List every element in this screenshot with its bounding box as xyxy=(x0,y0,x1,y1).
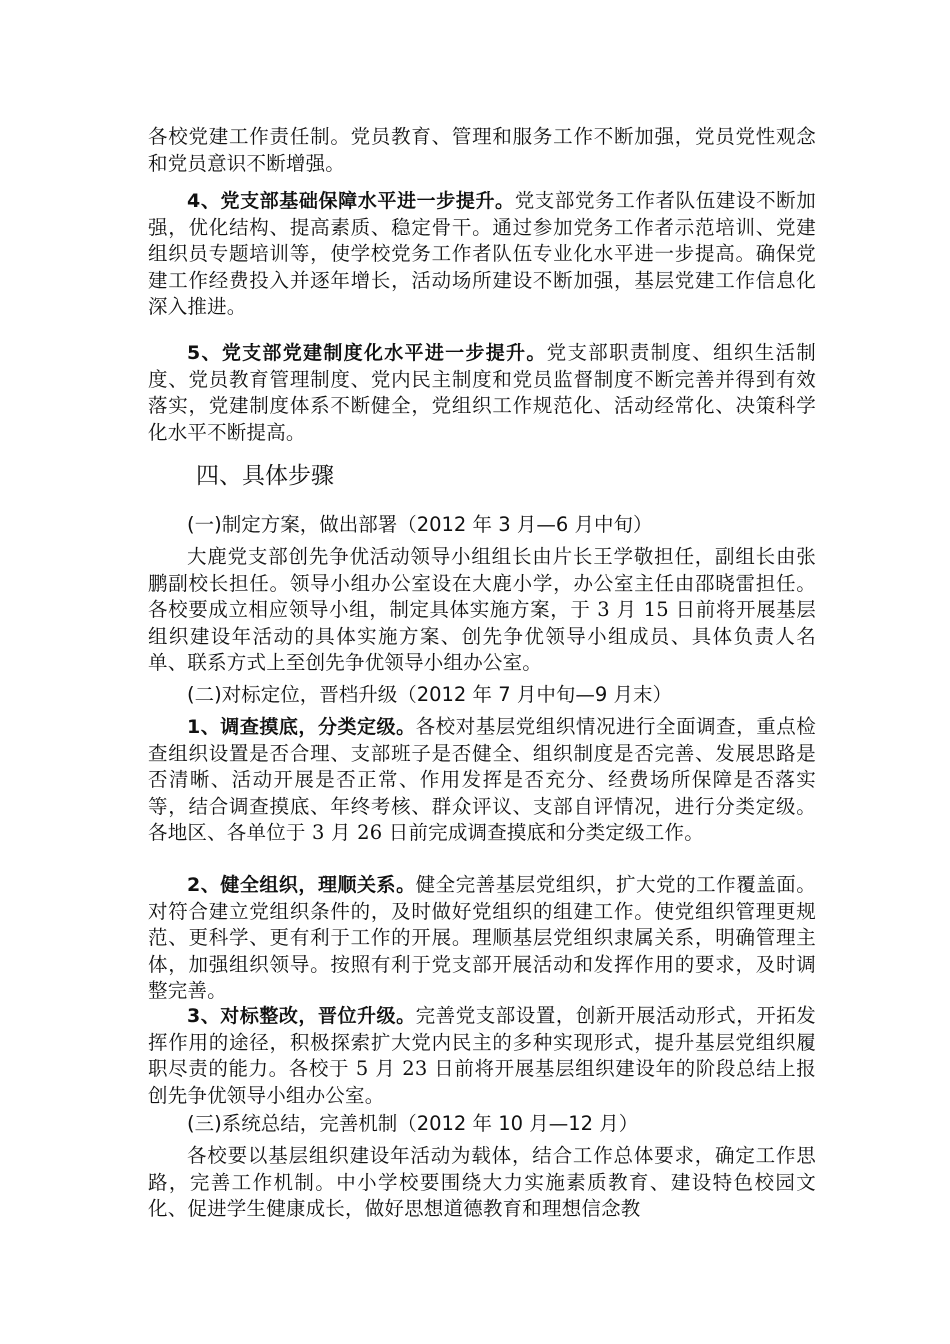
paragraph-lead: 5、党支部党建制度化水平进一步提升。 xyxy=(187,342,547,364)
paragraph-text: 党支部党务工作者队伍建设不断加强，优化结构、提高素质、稳定骨干。通过参加党务工作者示范培训、党建组织员专题培训等，使学校党务工作者队伍专业化水平进一步提高。确保党建工作经费投入并逐年增长，活动场所建设不断加强，基层党建工作信息化深入推进。 xyxy=(148,189,816,318)
paragraph-text: 各校要以基层组织建设年活动为载体，结合工作总体要求，确定工作思路，完善工作机制。中小学校要围绕大力实施素质教育、建设特色校园文化、促进学生健康成长，做好思想道德教育和理想信念教 xyxy=(148,1144,816,1220)
paragraph-text: 党支部职责制度、组织生活制度、党员教育管理制度、党内民主制度和党员监督制度不断完善并得到有效落实，党建制度体系不断健全，党组织工作规范化、活动经常化、决策科学化水平不断提高。 xyxy=(148,341,816,444)
step-2-item-2 xyxy=(148,872,816,1005)
item-lead: 3、对标整改，晋位升级。 xyxy=(187,1005,416,1027)
step-3-paragraph xyxy=(148,1143,816,1223)
step-2-item-3 xyxy=(148,1003,816,1109)
step-3-heading: (三)系统总结，完善机制（2012 年 10 月—12 月） xyxy=(187,1112,639,1135)
paragraph-text: 大鹿党支部创先争优活动领导小组组长由片长王学敬担任，副组长由张鹏副校长担任。领导小组办公室设在大鹿小学，办公室主任由邵晓雷担任。各校要成立相应领导小组，制定具体实施方案，于 3 月 15 日前将开展基层组织建设年活动的具体实施方案、创先争优领导小组成员、具体负责人名单、联系方式上至创先争优领导小组办公室。 xyxy=(148,545,816,674)
step-2-item-1 xyxy=(148,714,816,847)
paragraph-basic-guarantee xyxy=(148,188,816,321)
item-text: 健全完善基层党组织，扩大党的工作覆盖面。对符合建立党组织条件的，及时做好党组织的组建工作。使党组织管理更规范、更科学、更有利于工作的开展。理顺基层党组织隶属关系，明确管理主体，加强组织领导。按照有利于党支部开展活动和发挥作用的要求，及时调整完善。 xyxy=(148,873,816,1002)
item-lead: 2、健全组织，理顺关系。 xyxy=(187,874,416,896)
step-1-paragraph xyxy=(148,544,816,677)
section-heading-specific-steps: 四、具体步骤 xyxy=(196,463,334,489)
item-lead: 1、调查摸底，分类定级。 xyxy=(187,716,416,738)
step-1-heading: (一)制定方案，做出部署（2012 年 3 月—6 月中旬） xyxy=(187,513,653,536)
paragraph-text: 各校党建工作责任制。党员教育、管理和服务工作不断加强，党员党性观念和党员意识不断增强。 xyxy=(148,125,816,175)
paragraph-institutionalization xyxy=(148,340,816,446)
item-text: 各校对基层党组织情况进行全面调查，重点检查组织设置是否合理、支部班子是否健全、组织制度是否完善、发展思路是否清晰、活动开展是否正常、作用发挥是否充分、经费场所保障是否落实等，结合调查摸底、年终考核、群众评议、支部自评情况，进行分类定级。各地区、各单位于 3 月 26 日前完成调查摸底和分类定级工作。 xyxy=(148,715,816,844)
step-2-heading: (二)对标定位，晋档升级（2012 年 7 月中旬—9 月末） xyxy=(187,683,672,706)
paragraph-lead: 4、党支部基础保障水平进一步提升。 xyxy=(187,190,515,212)
paragraph-party-responsibility xyxy=(148,124,816,177)
item-text: 完善党支部设置，创新开展活动形式，开拓发挥作用的途径，积极探索扩大党内民主的多种实现形式，提升基层党组织履职尽责的能力。各校于 5 月 23 日前将开展基层组织建设年的阶段总结上报创先争优领导小组办公室。 xyxy=(148,1004,816,1107)
